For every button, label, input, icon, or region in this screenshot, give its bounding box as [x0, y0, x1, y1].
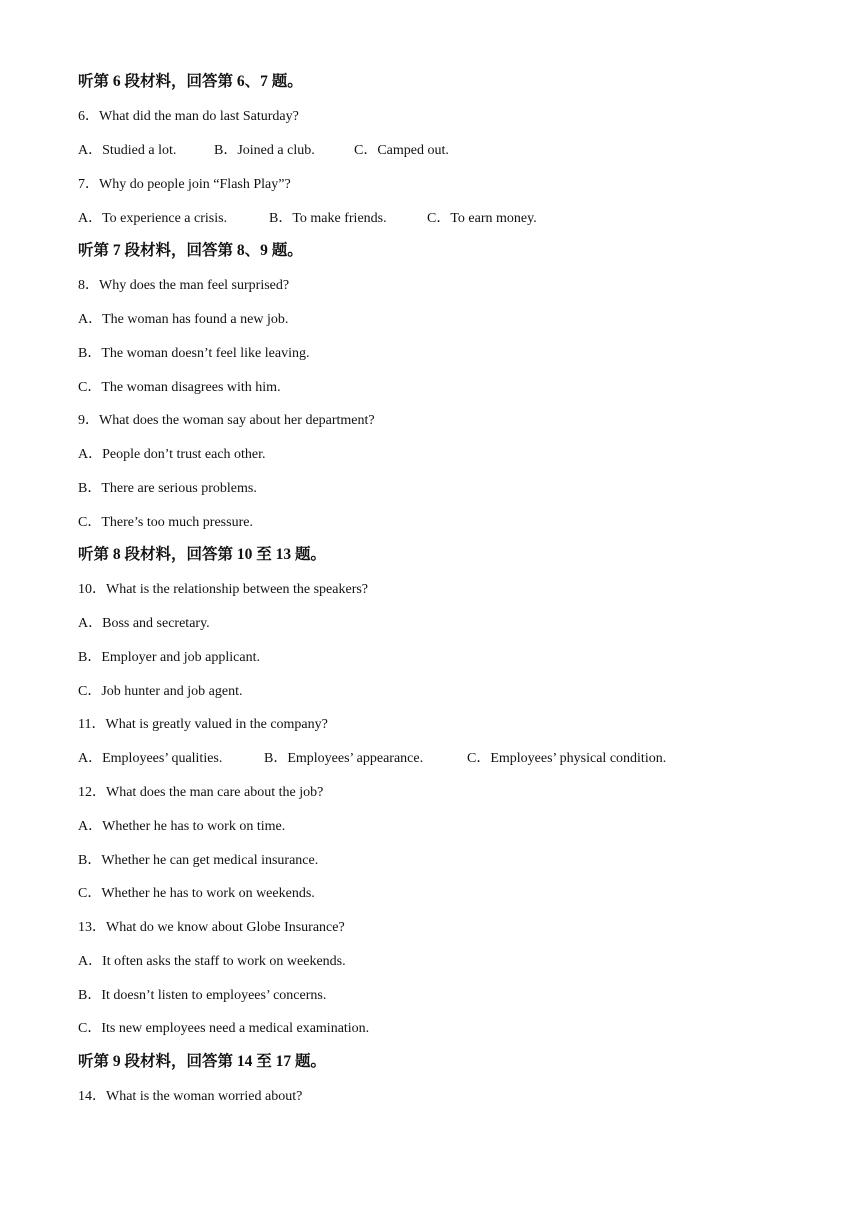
q9-option-c: C．There’s too much pressure.: [78, 515, 253, 530]
question-12: 12．What does the man care about the job?: [78, 785, 324, 800]
question-11: 11．What is greatly valued in the company?: [78, 717, 328, 732]
q7-option-b: B．To make friends.: [269, 211, 387, 226]
q8-option-b: B．The woman doesn’t feel like leaving.: [78, 346, 310, 361]
q12-option-b: B．Whether he can get medical insurance.: [78, 853, 319, 868]
q12-option-c: C．Whether he has to work on weekends.: [78, 886, 315, 901]
section-header-7: 听第 7 段材料，回答第 8、9 题。: [78, 242, 303, 259]
question-8: 8．Why does the man feel surprised?: [78, 278, 290, 293]
q8-option-c: C．The woman disagrees with him.: [78, 380, 281, 395]
question-10: 10．What is the relationship between the speakers?: [78, 582, 369, 597]
section-header-9: 听第 9 段材料，回答第 14 至 17 题。: [78, 1053, 327, 1070]
q11-option-b: B．Employees’ appearance.: [264, 751, 424, 766]
q8-option-a: A．The woman has found a new job.: [78, 312, 289, 327]
q10-option-b: B．Employer and job applicant.: [78, 650, 260, 665]
q9-option-a: A．People don’t trust each other.: [78, 447, 266, 462]
q12-option-a: A．Whether he has to work on time.: [78, 819, 286, 834]
q13-option-c: C．Its new employees need a medical examination.: [78, 1021, 370, 1036]
q9-option-b: B．There are serious problems.: [78, 481, 257, 496]
section-header-8: 听第 8 段材料，回答第 10 至 13 题。: [78, 546, 327, 563]
q11-option-c: C．Employees’ physical condition.: [467, 751, 667, 766]
question-6: 6．What did the man do last Saturday?: [78, 109, 299, 124]
q13-option-b: B．It doesn’t listen to employees’ concerns.: [78, 988, 327, 1003]
q10-option-a: A．Boss and secretary.: [78, 616, 210, 631]
section-header-6: 听第 6 段材料，回答第 6、7 题。: [78, 73, 303, 90]
q6-option-c: C．Camped out.: [354, 143, 449, 158]
q6-option-b: B．Joined a club.: [214, 143, 315, 158]
q7-option-a: A．To experience a crisis.: [78, 211, 228, 226]
question-7: 7．Why do people join “Flash Play”?: [78, 177, 291, 192]
question-13: 13．What do we know about Globe Insurance?: [78, 920, 345, 935]
q6-option-a: A．Studied a lot.: [78, 143, 177, 158]
q10-option-c: C．Job hunter and job agent.: [78, 684, 243, 699]
question-9: 9．What does the woman say about her department?: [78, 413, 375, 428]
q13-option-a: A．It often asks the staff to work on weekends.: [78, 954, 346, 969]
question-14: 14．What is the woman worried about?: [78, 1089, 303, 1104]
q7-option-c: C．To earn money.: [427, 211, 537, 226]
q11-option-a: A．Employees’ qualities.: [78, 751, 223, 766]
